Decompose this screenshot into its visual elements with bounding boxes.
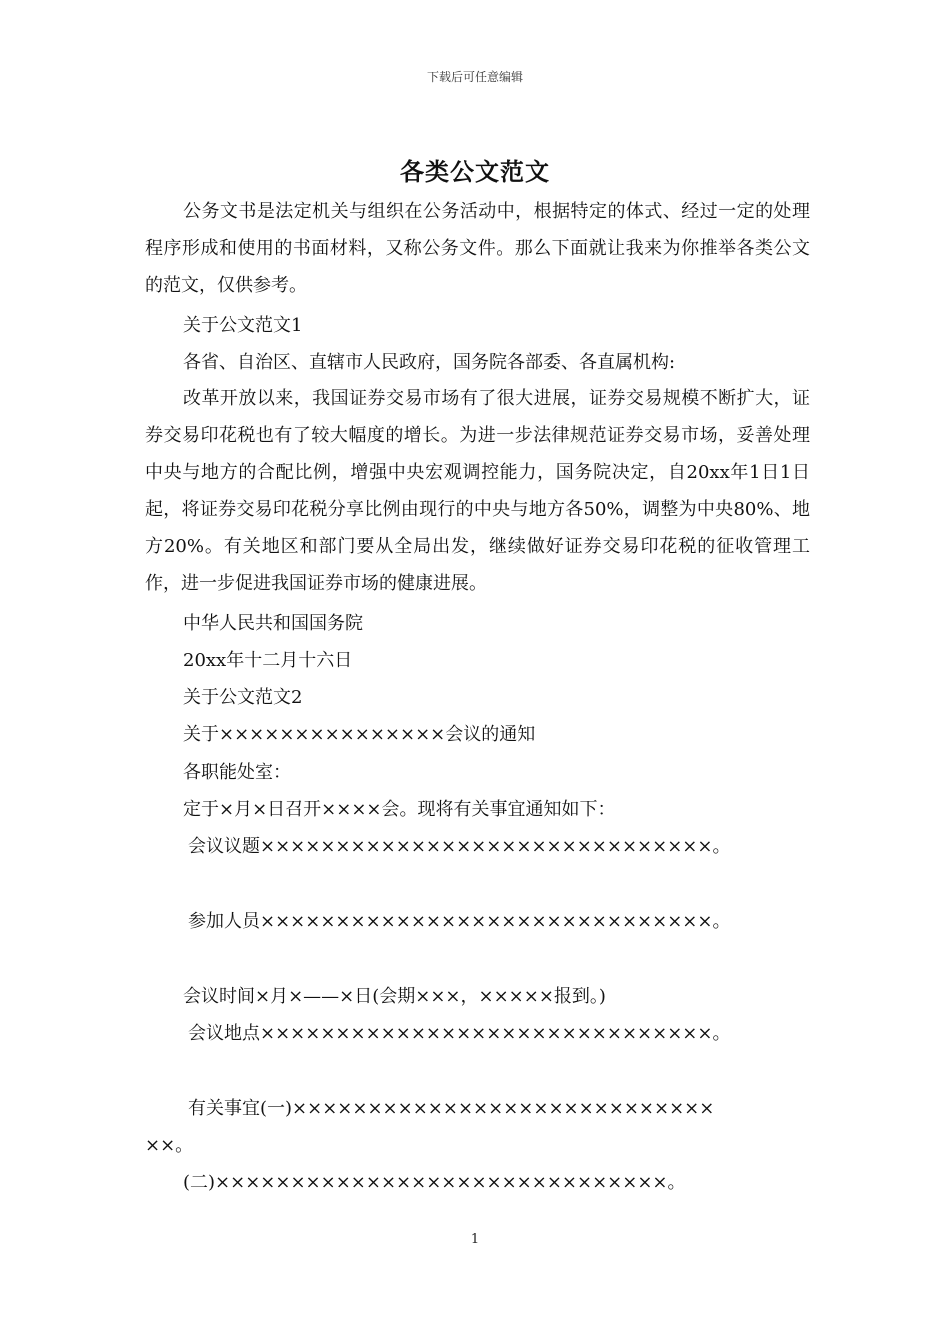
sample1-heading: 关于公文范文1 bbox=[183, 315, 303, 336]
related-matters-1: 有关事宜(一)×××××××××××××××××××××××××××× bbox=[188, 1098, 715, 1119]
page-number: 1 bbox=[470, 1232, 480, 1247]
header-note: 下载后可任意编辑 bbox=[426, 70, 523, 84]
meeting-location: 会议地点××××××××××××××××××××××××××××××。 bbox=[188, 1023, 731, 1044]
sample2-opening: 定于×月×日召开××××会。现将有关事宜通知如下： bbox=[183, 799, 616, 820]
sample1-body-block bbox=[145, 380, 810, 602]
sample2-salutation: 各职能处室： bbox=[183, 762, 291, 783]
meeting-time: 会议时间×月×——×日(会期×××，×××××报到。) bbox=[183, 986, 606, 1007]
meeting-attendees: 参加人员××××××××××××××××××××××××××××××。 bbox=[188, 911, 731, 932]
related-matters-1-continued: ××。 bbox=[145, 1135, 194, 1156]
intro-paragraph: 公务文书是法定机关与组织在公务活动中，根据特定的体式、经过一定的处理程序形成和使用的书面材料，又称公务文件。那么下面就让我来为你推举各类公文的范文，仅供参考。 bbox=[145, 201, 810, 296]
sample1-salutation: 各省、自治区、直辖市人民政府，国务院各部委、各直属机构: bbox=[183, 352, 676, 373]
sample1-date: 20xx年十二月十六日 bbox=[183, 650, 353, 671]
meeting-topic: 会议议题××××××××××××××××××××××××××××××。 bbox=[188, 836, 731, 857]
intro-block bbox=[145, 193, 810, 304]
sample2-heading: 关于公文范文2 bbox=[183, 687, 303, 708]
document-title: 各类公文范文 bbox=[400, 157, 550, 186]
sample1-issuer: 中华人民共和国国务院 bbox=[183, 613, 363, 634]
sample1-body-paragraph: 改革开放以来，我国证券交易市场有了很大进展，证券交易规模不断扩大，证券交易印花税也有了较大幅度的增长。为进一步法律规范证券交易市场，妥善处理中央与地方的合配比例，增强中央宏观调控能力，国务院决定，自20xx年1日1日起，将证券交易印花税分享比例由现行的中央与地方各50%，调整为中央80%、地方20%。有关地区和部门要从全局出发，继续做好证券交易印花税的征收管理工作，进一步促进我国证券市场的健康进展。 bbox=[145, 388, 810, 594]
sample2-subject: 关于×××××××××××××××会议的通知 bbox=[183, 724, 536, 745]
related-matters-2: (二)××××××××××××××××××××××××××××××。 bbox=[183, 1172, 686, 1193]
